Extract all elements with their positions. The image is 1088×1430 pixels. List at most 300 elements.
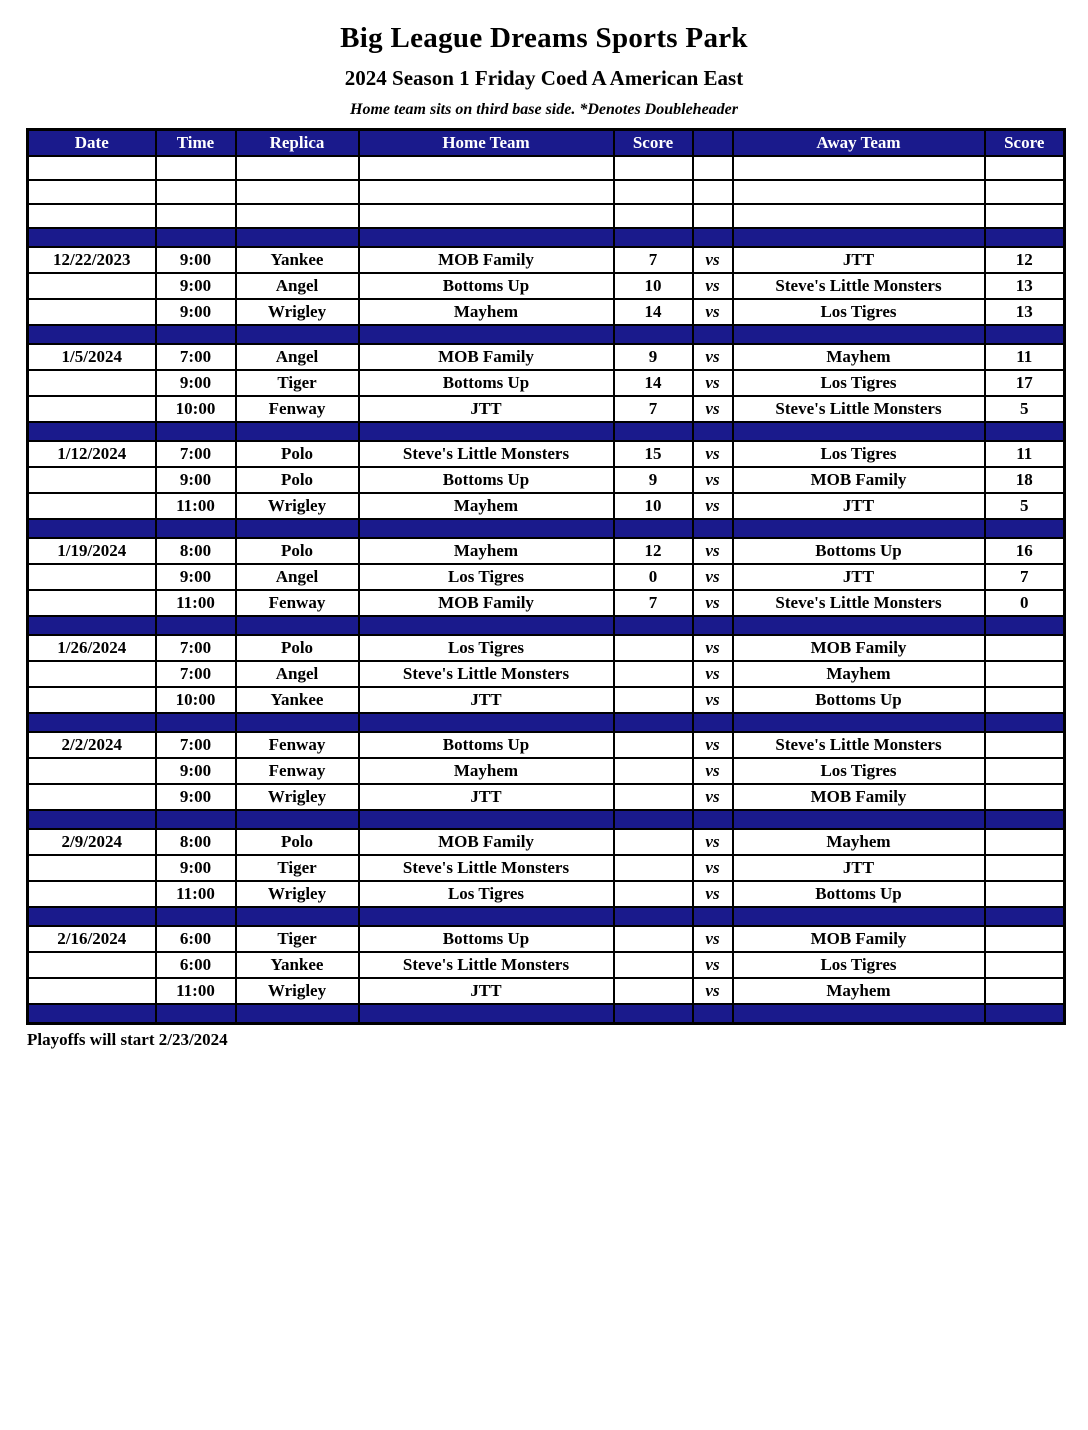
replica-cell: Wrigley	[236, 784, 359, 810]
separator-cell	[236, 1004, 359, 1024]
away-score-cell	[985, 829, 1065, 855]
away-score-cell: 7	[985, 564, 1065, 590]
vs-label: vs	[693, 441, 733, 467]
header-replica: Replica	[236, 130, 359, 157]
home-team-cell: Los Tigres	[359, 881, 614, 907]
playoffs-note: Playoffs will start 2/23/2024	[27, 1030, 228, 1049]
home-team-cell: Steve's Little Monsters	[359, 855, 614, 881]
empty-cell	[614, 204, 693, 228]
separator-cell	[359, 616, 614, 635]
game-row	[28, 344, 1065, 370]
empty-cell	[985, 156, 1065, 180]
replica-cell: Tiger	[236, 926, 359, 952]
separator-row	[28, 810, 1065, 829]
separator-cell	[985, 325, 1065, 344]
game-row	[28, 635, 1065, 661]
home-team-cell: Bottoms Up	[359, 467, 614, 493]
away-team-cell: Los Tigres	[733, 758, 985, 784]
empty-cell	[28, 180, 156, 204]
date-cell	[28, 590, 156, 616]
away-score-cell: 16	[985, 538, 1065, 564]
away-score-cell: 5	[985, 396, 1065, 422]
vs-label: vs	[693, 881, 733, 907]
game-row	[28, 247, 1065, 273]
time-cell: 9:00	[156, 247, 236, 273]
away-team-cell: MOB Family	[733, 784, 985, 810]
away-score-cell	[985, 978, 1065, 1004]
header-home-team: Home Team	[359, 130, 614, 157]
time-cell: 7:00	[156, 635, 236, 661]
separator-cell	[28, 616, 156, 635]
vs-label: vs	[693, 829, 733, 855]
home-team-cell: Mayhem	[359, 538, 614, 564]
empty-cell	[733, 204, 985, 228]
separator-cell	[693, 228, 733, 247]
separator-cell	[156, 228, 236, 247]
separator-cell	[156, 907, 236, 926]
header-away-team: Away Team	[733, 130, 985, 157]
away-score-cell	[985, 881, 1065, 907]
separator-cell	[733, 1004, 985, 1024]
game-row	[28, 441, 1065, 467]
replica-cell: Fenway	[236, 396, 359, 422]
header-row	[28, 130, 1065, 157]
away-team-cell: JTT	[733, 493, 985, 519]
date-cell: 1/26/2024	[28, 635, 156, 661]
separator-cell	[359, 325, 614, 344]
date-cell: 2/2/2024	[28, 732, 156, 758]
separator-cell	[156, 519, 236, 538]
home-team-cell: Bottoms Up	[359, 273, 614, 299]
time-cell: 11:00	[156, 493, 236, 519]
home-score-cell	[614, 829, 693, 855]
home-score-cell	[614, 952, 693, 978]
time-cell: 6:00	[156, 952, 236, 978]
separator-cell	[28, 1004, 156, 1024]
home-team-cell: MOB Family	[359, 590, 614, 616]
empty-cell	[28, 204, 156, 228]
away-score-cell	[985, 661, 1065, 687]
separator-cell	[236, 325, 359, 344]
empty-cell	[236, 156, 359, 180]
separator-cell	[985, 519, 1065, 538]
separator-cell	[236, 519, 359, 538]
separator-cell	[28, 907, 156, 926]
away-team-cell: Los Tigres	[733, 299, 985, 325]
home-team-cell: JTT	[359, 784, 614, 810]
separator-cell	[693, 1004, 733, 1024]
date-cell: 1/19/2024	[28, 538, 156, 564]
home-score-cell: 10	[614, 273, 693, 299]
separator-cell	[156, 713, 236, 732]
replica-cell: Tiger	[236, 370, 359, 396]
separator-cell	[359, 810, 614, 829]
separator-row	[28, 1004, 1065, 1024]
separator-cell	[693, 713, 733, 732]
date-cell	[28, 299, 156, 325]
home-team-cell: Steve's Little Monsters	[359, 441, 614, 467]
separator-cell	[733, 325, 985, 344]
separator-cell	[28, 228, 156, 247]
game-row	[28, 396, 1065, 422]
empty-cell	[156, 156, 236, 180]
separator-row	[28, 519, 1065, 538]
date-cell: 12/22/2023	[28, 247, 156, 273]
away-team-cell: Los Tigres	[733, 952, 985, 978]
time-cell: 11:00	[156, 978, 236, 1004]
date-cell	[28, 952, 156, 978]
away-team-cell: Bottoms Up	[733, 687, 985, 713]
separator-cell	[733, 616, 985, 635]
away-score-cell	[985, 952, 1065, 978]
separator-cell	[733, 422, 985, 441]
vs-label: vs	[693, 273, 733, 299]
away-team-cell: Mayhem	[733, 829, 985, 855]
away-team-cell: JTT	[733, 564, 985, 590]
away-team-cell: Los Tigres	[733, 441, 985, 467]
home-score-cell	[614, 661, 693, 687]
separator-cell	[359, 907, 614, 926]
vs-label: vs	[693, 564, 733, 590]
away-score-cell	[985, 855, 1065, 881]
replica-cell: Wrigley	[236, 299, 359, 325]
away-score-cell: 5	[985, 493, 1065, 519]
away-team-cell: MOB Family	[733, 467, 985, 493]
date-cell	[28, 978, 156, 1004]
empty-cell	[359, 180, 614, 204]
separator-cell	[985, 713, 1065, 732]
schedule-page	[0, 22, 1088, 1430]
separator-cell	[985, 907, 1065, 926]
away-team-cell: Bottoms Up	[733, 881, 985, 907]
separator-cell	[693, 907, 733, 926]
separator-cell	[733, 907, 985, 926]
time-cell: 9:00	[156, 273, 236, 299]
game-row	[28, 732, 1065, 758]
away-team-cell: Steve's Little Monsters	[733, 590, 985, 616]
replica-cell: Wrigley	[236, 978, 359, 1004]
separator-cell	[693, 519, 733, 538]
vs-label: vs	[693, 758, 733, 784]
empty-cell	[156, 204, 236, 228]
away-score-cell: 13	[985, 273, 1065, 299]
time-cell: 10:00	[156, 396, 236, 422]
empty-cell	[359, 204, 614, 228]
time-cell: 6:00	[156, 926, 236, 952]
replica-cell: Fenway	[236, 732, 359, 758]
empty-cell	[693, 204, 733, 228]
page-title: Big League Dreams Sports Park	[340, 22, 748, 54]
replica-cell: Angel	[236, 344, 359, 370]
date-cell	[28, 784, 156, 810]
empty-cell	[28, 156, 156, 180]
game-row	[28, 784, 1065, 810]
away-team-cell: JTT	[733, 855, 985, 881]
home-score-cell: 14	[614, 370, 693, 396]
game-row	[28, 538, 1065, 564]
separator-cell	[28, 810, 156, 829]
game-row	[28, 978, 1065, 1004]
date-cell	[28, 687, 156, 713]
header-vs-spacer	[693, 130, 733, 157]
date-cell	[28, 758, 156, 784]
replica-cell: Yankee	[236, 247, 359, 273]
separator-cell	[28, 422, 156, 441]
empty-cell	[985, 204, 1065, 228]
home-score-cell	[614, 978, 693, 1004]
game-row	[28, 467, 1065, 493]
replica-cell: Polo	[236, 635, 359, 661]
date-cell: 2/16/2024	[28, 926, 156, 952]
time-cell: 11:00	[156, 590, 236, 616]
vs-label: vs	[693, 299, 733, 325]
replica-cell: Angel	[236, 273, 359, 299]
game-row	[28, 881, 1065, 907]
replica-cell: Wrigley	[236, 493, 359, 519]
separator-cell	[985, 228, 1065, 247]
vs-label: vs	[693, 396, 733, 422]
separator-cell	[236, 616, 359, 635]
separator-cell	[614, 810, 693, 829]
separator-cell	[156, 422, 236, 441]
time-cell: 9:00	[156, 467, 236, 493]
home-team-cell: JTT	[359, 396, 614, 422]
empty-row	[28, 204, 1065, 228]
separator-cell	[236, 810, 359, 829]
time-cell: 8:00	[156, 538, 236, 564]
empty-cell	[156, 180, 236, 204]
away-score-cell: 11	[985, 344, 1065, 370]
time-cell: 9:00	[156, 758, 236, 784]
separator-cell	[733, 228, 985, 247]
separator-cell	[28, 325, 156, 344]
separator-cell	[156, 1004, 236, 1024]
game-row	[28, 273, 1065, 299]
date-cell: 2/9/2024	[28, 829, 156, 855]
time-cell: 7:00	[156, 732, 236, 758]
home-score-cell: 12	[614, 538, 693, 564]
separator-cell	[614, 422, 693, 441]
home-team-cell: Bottoms Up	[359, 370, 614, 396]
date-cell	[28, 370, 156, 396]
away-team-cell: Steve's Little Monsters	[733, 732, 985, 758]
home-team-cell: Mayhem	[359, 758, 614, 784]
empty-cell	[614, 180, 693, 204]
separator-row	[28, 616, 1065, 635]
date-cell	[28, 396, 156, 422]
home-score-cell	[614, 758, 693, 784]
time-cell: 9:00	[156, 370, 236, 396]
separator-cell	[156, 325, 236, 344]
header-time: Time	[156, 130, 236, 157]
header-date: Date	[28, 130, 156, 157]
separator-cell	[614, 616, 693, 635]
game-row	[28, 855, 1065, 881]
schedule-table	[26, 128, 1066, 1025]
home-score-cell: 7	[614, 247, 693, 273]
home-score-cell	[614, 687, 693, 713]
replica-cell: Yankee	[236, 687, 359, 713]
separator-cell	[614, 907, 693, 926]
time-cell: 7:00	[156, 344, 236, 370]
away-score-cell: 18	[985, 467, 1065, 493]
separator-cell	[693, 422, 733, 441]
vs-label: vs	[693, 784, 733, 810]
game-row	[28, 687, 1065, 713]
home-team-cell: Steve's Little Monsters	[359, 952, 614, 978]
away-score-cell: 0	[985, 590, 1065, 616]
home-score-cell: 7	[614, 396, 693, 422]
away-score-cell: 13	[985, 299, 1065, 325]
away-score-cell: 11	[985, 441, 1065, 467]
home-score-cell	[614, 855, 693, 881]
away-score-cell	[985, 784, 1065, 810]
replica-cell: Fenway	[236, 758, 359, 784]
game-row	[28, 926, 1065, 952]
separator-cell	[28, 713, 156, 732]
home-team-note: Home team sits on third base side. *Denotes Doubleheader	[350, 101, 738, 118]
home-score-cell: 10	[614, 493, 693, 519]
away-score-cell	[985, 926, 1065, 952]
game-row	[28, 493, 1065, 519]
away-team-cell: Mayhem	[733, 661, 985, 687]
vs-label: vs	[693, 855, 733, 881]
separator-row	[28, 907, 1065, 926]
away-score-cell	[985, 635, 1065, 661]
away-score-cell	[985, 758, 1065, 784]
home-score-cell	[614, 732, 693, 758]
separator-cell	[693, 616, 733, 635]
empty-cell	[733, 156, 985, 180]
home-score-cell	[614, 635, 693, 661]
game-row	[28, 758, 1065, 784]
separator-cell	[359, 519, 614, 538]
vs-label: vs	[693, 247, 733, 273]
separator-cell	[236, 422, 359, 441]
page-subtitle: 2024 Season 1 Friday Coed A American East	[344, 66, 744, 90]
vs-label: vs	[693, 952, 733, 978]
home-score-cell: 0	[614, 564, 693, 590]
home-team-cell: Los Tigres	[359, 564, 614, 590]
replica-cell: Polo	[236, 467, 359, 493]
date-cell	[28, 493, 156, 519]
separator-cell	[985, 1004, 1065, 1024]
away-team-cell: MOB Family	[733, 635, 985, 661]
separator-cell	[614, 228, 693, 247]
home-score-cell: 15	[614, 441, 693, 467]
time-cell: 9:00	[156, 564, 236, 590]
empty-cell	[985, 180, 1065, 204]
home-team-cell: Bottoms Up	[359, 926, 614, 952]
separator-row	[28, 422, 1065, 441]
vs-label: vs	[693, 344, 733, 370]
date-cell	[28, 467, 156, 493]
time-cell: 9:00	[156, 855, 236, 881]
replica-cell: Angel	[236, 564, 359, 590]
home-team-cell: JTT	[359, 978, 614, 1004]
empty-row	[28, 156, 1065, 180]
separator-row	[28, 713, 1065, 732]
home-team-cell: JTT	[359, 687, 614, 713]
separator-cell	[156, 810, 236, 829]
away-score-cell: 17	[985, 370, 1065, 396]
replica-cell: Wrigley	[236, 881, 359, 907]
header-home-score: Score	[614, 130, 693, 157]
time-cell: 9:00	[156, 784, 236, 810]
date-cell: 1/12/2024	[28, 441, 156, 467]
away-team-cell: Los Tigres	[733, 370, 985, 396]
home-score-cell: 9	[614, 467, 693, 493]
separator-cell	[985, 422, 1065, 441]
home-score-cell: 14	[614, 299, 693, 325]
vs-label: vs	[693, 635, 733, 661]
separator-cell	[733, 519, 985, 538]
empty-cell	[614, 156, 693, 180]
date-cell	[28, 564, 156, 590]
separator-cell	[614, 1004, 693, 1024]
time-cell: 8:00	[156, 829, 236, 855]
home-team-cell: Los Tigres	[359, 635, 614, 661]
game-row	[28, 370, 1065, 396]
away-team-cell: Steve's Little Monsters	[733, 396, 985, 422]
date-cell: 1/5/2024	[28, 344, 156, 370]
date-cell	[28, 273, 156, 299]
empty-row	[28, 180, 1065, 204]
vs-label: vs	[693, 732, 733, 758]
separator-row	[28, 228, 1065, 247]
game-row	[28, 564, 1065, 590]
schedule-body	[28, 156, 1065, 1024]
replica-cell: Fenway	[236, 590, 359, 616]
separator-cell	[985, 810, 1065, 829]
header-away-score: Score	[985, 130, 1065, 157]
away-team-cell: Mayhem	[733, 344, 985, 370]
replica-cell: Polo	[236, 441, 359, 467]
home-team-cell: Mayhem	[359, 493, 614, 519]
separator-cell	[693, 810, 733, 829]
away-team-cell: Bottoms Up	[733, 538, 985, 564]
date-cell	[28, 855, 156, 881]
replica-cell: Yankee	[236, 952, 359, 978]
separator-cell	[236, 907, 359, 926]
home-score-cell: 9	[614, 344, 693, 370]
game-row	[28, 829, 1065, 855]
home-score-cell: 7	[614, 590, 693, 616]
away-team-cell: Steve's Little Monsters	[733, 273, 985, 299]
vs-label: vs	[693, 538, 733, 564]
date-cell	[28, 881, 156, 907]
replica-cell: Angel	[236, 661, 359, 687]
home-score-cell	[614, 926, 693, 952]
empty-cell	[236, 180, 359, 204]
away-score-cell	[985, 732, 1065, 758]
home-team-cell: Mayhem	[359, 299, 614, 325]
home-team-cell: Steve's Little Monsters	[359, 661, 614, 687]
separator-cell	[359, 1004, 614, 1024]
replica-cell: Polo	[236, 829, 359, 855]
separator-cell	[985, 616, 1065, 635]
game-row	[28, 661, 1065, 687]
vs-label: vs	[693, 590, 733, 616]
replica-cell: Polo	[236, 538, 359, 564]
empty-cell	[236, 204, 359, 228]
time-cell: 10:00	[156, 687, 236, 713]
time-cell: 9:00	[156, 299, 236, 325]
separator-cell	[28, 519, 156, 538]
away-team-cell: Mayhem	[733, 978, 985, 1004]
vs-label: vs	[693, 493, 733, 519]
separator-cell	[236, 228, 359, 247]
